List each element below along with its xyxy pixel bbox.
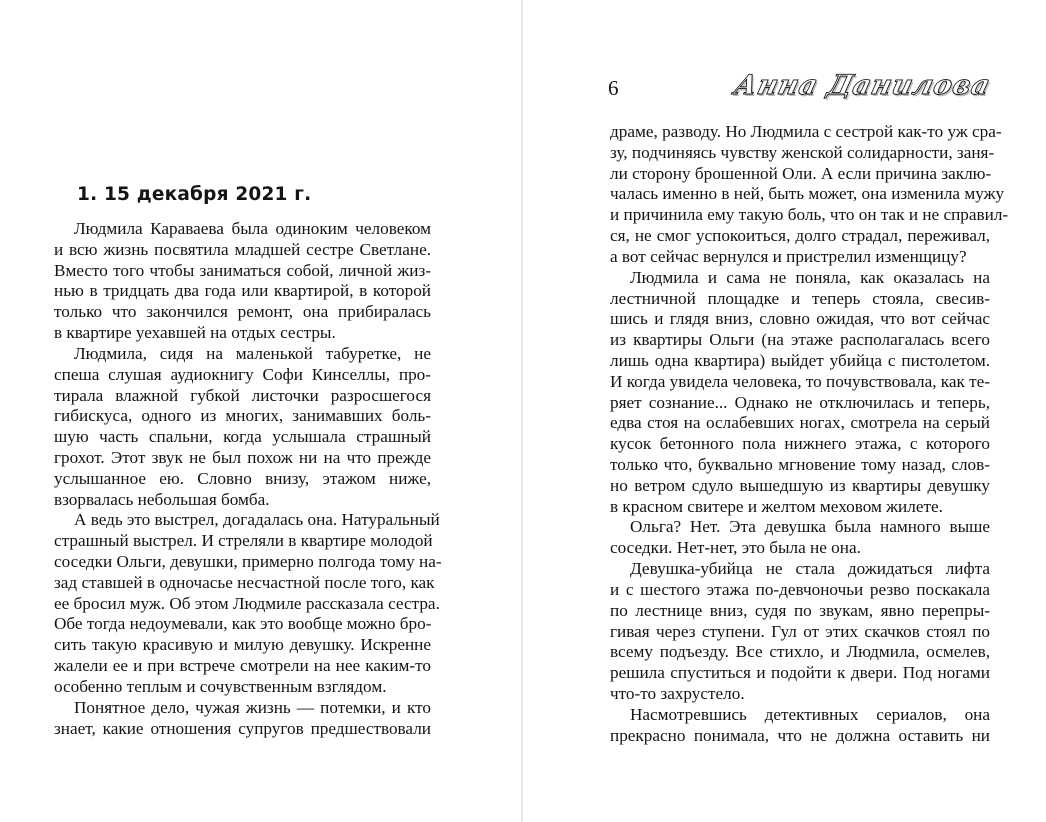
- text-line: и с шестого этажа по-девчоночьи резво поскакала: [610, 579, 990, 599]
- text-line: услышанное ею. Словно внизу, этажом ниже,: [54, 468, 431, 488]
- left-page: [0, 0, 521, 822]
- text-line: тирала влажной губкой листочки разросшегося: [54, 385, 431, 405]
- chapter-title: 1. 15 декабря 2021 г.: [77, 184, 312, 205]
- text-line: ее бросил муж. Об этом Людмиле рассказала сестра.: [54, 593, 440, 613]
- text-line: едва стоя на ослабевших ногах, смотрела на серый: [610, 413, 990, 433]
- text-line: Людмила и сама не поняла, как оказалась на: [630, 267, 990, 287]
- text-line: Насмотревшись детективных сериалов, она: [630, 704, 990, 724]
- text-line: прекрасно понимала, что не должна оставить ни: [610, 725, 990, 745]
- text-line: ряет сознание... Однако не отключилась и теперь,: [610, 392, 990, 412]
- text-line: страшный выстрел. И стреляли в квартире молодой: [54, 531, 433, 551]
- text-line: а вот сейчас вернулся и пристрелил изменщицу?: [610, 246, 967, 266]
- text-line: Вместо того чтобы заниматься собой, личной жиз-: [54, 260, 431, 280]
- left-page-text: [54, 219, 442, 739]
- text-line: но ветром сдуло вышедшую из квартиры девушку: [610, 475, 990, 495]
- right-page-text: [610, 122, 1009, 746]
- text-line: в красном свитере и желтом меховом жилете.: [610, 496, 943, 516]
- text-line: по лестнице вниз, судя по звукам, явно перепры-: [610, 600, 990, 620]
- text-line: Людмила, сидя на маленькой табуретке, не: [74, 343, 431, 363]
- text-line: и всю жизнь посвятила младшей сестре Светлане.: [54, 239, 431, 259]
- text-line: только что закончился ремонт, она прибиралась: [54, 302, 431, 322]
- text-line: лишь одна квартира) выйдет убийца с пистолетом.: [610, 350, 990, 370]
- text-line: всему подъезду. Все стихло, и Людмила, осмелев,: [610, 642, 990, 662]
- text-line: Ольга? Нет. Эта девушка была намного выше: [630, 517, 990, 537]
- text-line: решила спуститься и подойти к двери. Под ногами: [610, 663, 990, 683]
- text-line: чалась именно в ней, быть может, она изменила мужу: [610, 184, 1005, 204]
- text-line: Людмила Караваева была одиноким человеком: [74, 219, 431, 238]
- text-line: сить такую красивую и милую девушку. Искренне: [54, 635, 431, 655]
- text-line: кусок бетонного пола нижнего этажа, с которого: [610, 434, 990, 454]
- text-line: знает, какие отношения супругов предшествовали: [54, 718, 431, 738]
- text-line: гибискуса, одного из многих, занимавших боль-: [54, 406, 431, 426]
- text-line: взорвалась небольшая бомба.: [54, 489, 270, 509]
- text-line: шись и глядя вниз, словно ожидая, что вот сейчас: [610, 309, 990, 329]
- text-line: из квартиры Ольги (на этаже располагалась всего: [610, 330, 990, 350]
- text-line: шую часть спальни, когда услышала страшный: [54, 427, 431, 447]
- text-line: И когда увидела человека, то почувствовала, как те-: [610, 371, 991, 391]
- text-line: в квартире уехавшей на отдых сестры.: [54, 323, 336, 343]
- text-line: А ведь это выстрел, догадалась она. Натуральный: [74, 510, 440, 530]
- text-line: ся, не смог успокоиться, долго страдал, переживал,: [610, 226, 990, 246]
- text-line: и причинила ему такую боль, что он так и не справил-: [610, 205, 1009, 225]
- text-line: Девушка-убийца не стала дожидаться лифта: [630, 559, 990, 579]
- text-line: драме, разводу. Но Людмила с сестрой как-то уж сра-: [610, 122, 1002, 141]
- text-line: соседки Ольги, девушки, примерно полгода тому на-: [54, 552, 442, 571]
- text-line: лестничной площадке и теперь стояла, свесив-: [610, 288, 990, 308]
- text-line: грохот. Этот звук не был похож ни на что прежде: [54, 447, 431, 467]
- text-line: жалели ее и при встрече смотрели на нее каким-то: [54, 656, 431, 676]
- page-number: 6: [608, 76, 619, 100]
- text-line: Понятное дело, чужая жизнь — потемки, и кто: [74, 697, 431, 717]
- text-line: гивая через ступени. Гул от этих скачков стоял по: [610, 621, 990, 641]
- text-line: зад ставшей в одночасье несчастной после того, как: [54, 572, 435, 592]
- text-line: нью в тридцать два года или квартирой, в которой: [54, 281, 431, 301]
- text-line: особенно теплым и сочувственным взглядом.: [54, 676, 387, 696]
- text-line: что-то захрустело.: [610, 683, 745, 703]
- text-line: соседки. Нет-нет, это была не она.: [610, 538, 861, 558]
- author-running-header: Анна Данилова: [731, 70, 994, 101]
- text-line: только что, буквально мгновение тому назад, слов-: [610, 455, 990, 474]
- text-line: ли сторону брошенной Оли. А если причина заклю-: [610, 163, 992, 183]
- text-line: Обе тогда недоумевали, как это вообще можно бро-: [54, 614, 432, 634]
- text-line: спеша слушая аудиокнигу Софи Кинселлы, про-: [54, 364, 431, 384]
- text-line: зу, подчиняясь чувству женской солидарности, заня-: [610, 142, 995, 162]
